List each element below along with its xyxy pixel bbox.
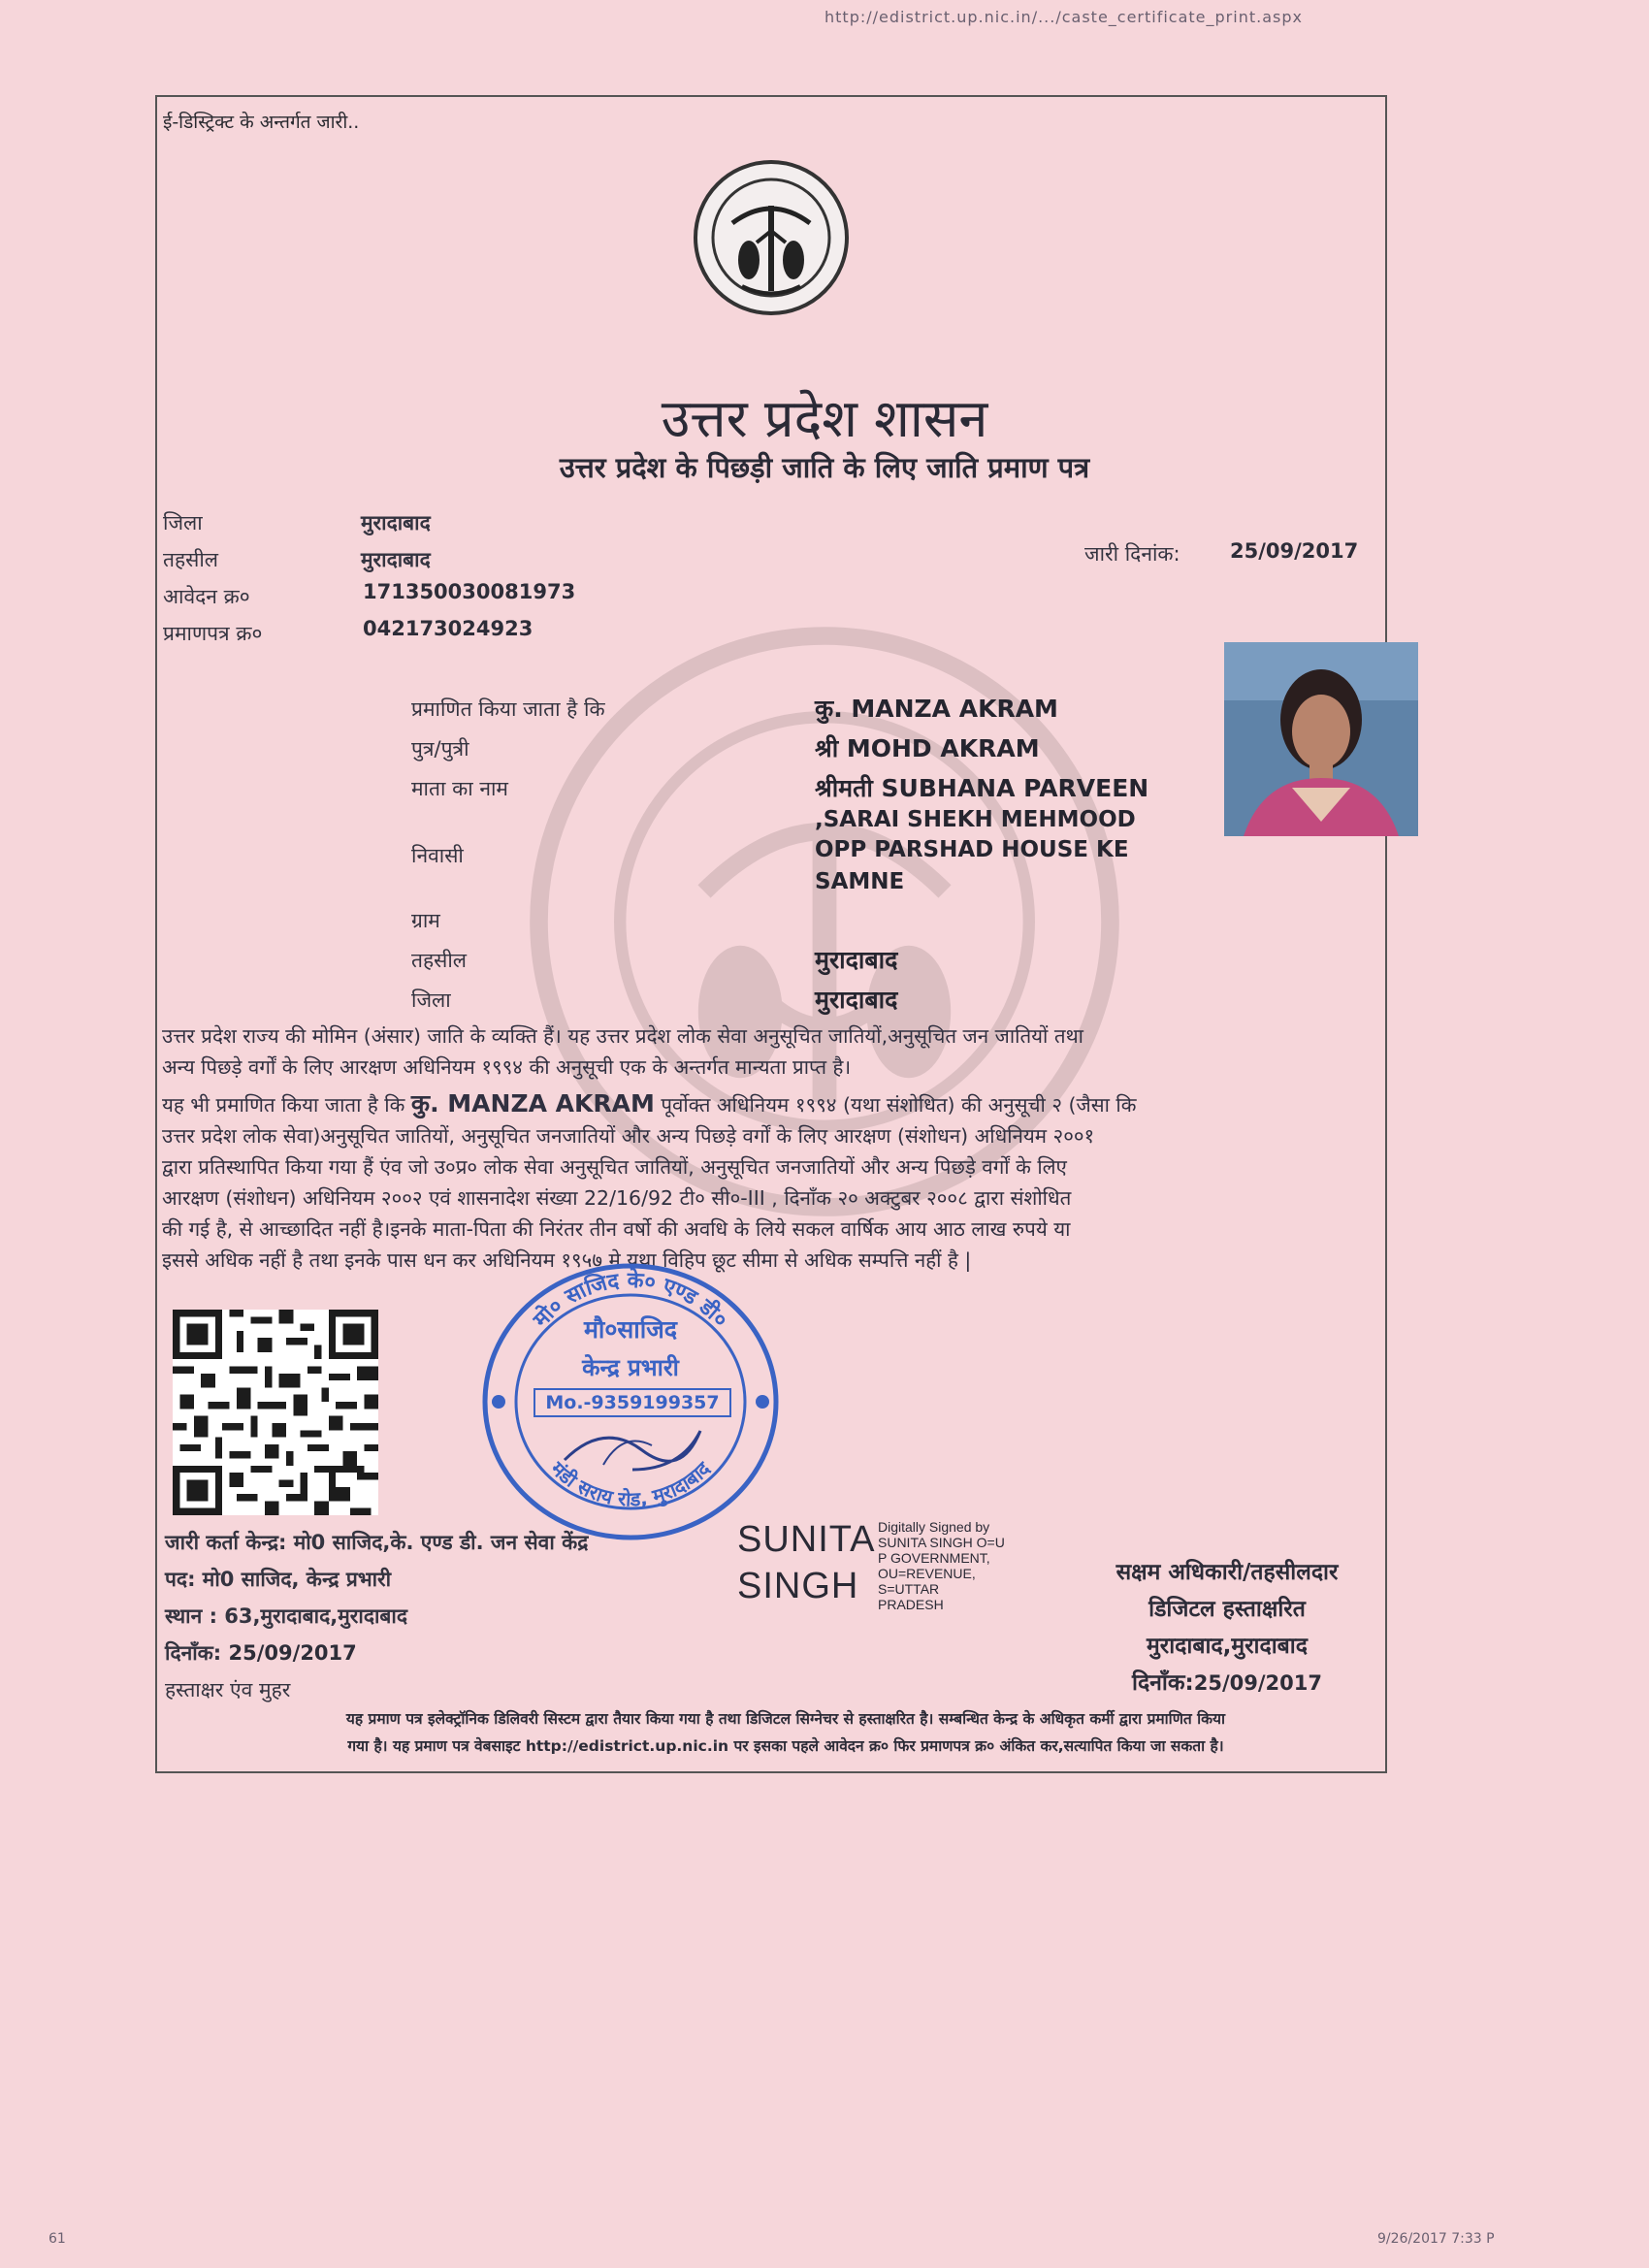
address-line-2: OPP PARSHAD HOUSE KE [815,837,1129,862]
up-government-emblem-icon [689,146,854,330]
digital-signature-name-2: SINGH [737,1566,859,1606]
issuer-place [165,1603,407,1630]
certificate-title: उत्तर प्रदेश शासन [661,388,988,449]
dsig-line: SUNITA SINGH O=U [878,1535,1005,1550]
authority-date [1067,1665,1387,1701]
body-paragraph-2 [162,1088,1399,1276]
stamp-name: मौ०साजिद [583,1315,678,1344]
person-tehsil-value: मुरादाबाद [815,946,898,974]
body-line: उत्तर प्रदेश लोक सेवा)अनुसूचित जातियों, अनुसूचित जनजातियों और अन्य पिछड़े वर्गों के लिए आरक्षण (संशोधन) अधिनियम २००१ [162,1124,1095,1148]
certificate-subtitle: उत्तर प्रदेश के पिछड़ी जाति के लिए जाति प्रमाण पत्र [559,451,1090,484]
district-value: मुरादाबाद [361,511,431,535]
body-paragraph-1 [162,1021,1399,1083]
scan-page-number: 61 [48,2231,66,2247]
certificate-no-value: 042173024923 [363,617,534,640]
stamp-role: केन्द्र प्रभारी [582,1354,679,1381]
issuer-place-value: 63,मुरादाबाद,मुरादाबाद [224,1604,407,1628]
body-line: आरक्षण (संशोधन) अधिनियम २००२ एवं शासनादेश संख्या 22/16/92 टी० सी०-III , दिनाँक २० अक्टुबर २००८ द्वारा संशोधित [162,1186,1072,1210]
applicant-photo [1224,642,1418,836]
certificate-no-label: प्रमाणपत्र क्र० [163,622,263,645]
issuer-center-value: मो0 साजिद,के. एण्ड डी. जन सेवा केंद्र [293,1531,589,1554]
issuer-sign-label: हस्ताक्षर एंव मुहर [165,1678,291,1701]
body-text: पूर्वोक्त अधिनियम १९९४ (यथा संशोधित) की अनुसूची २ (जैसा कि [661,1093,1137,1117]
authority-date-label: दिनाँक: [1132,1670,1194,1696]
issuer-post-label: पद: [165,1568,196,1591]
issue-date-label: जारी दिनांक: [1084,542,1180,566]
verification-qr-code [173,1310,378,1515]
application-no-value: 171350030081973 [363,580,576,603]
address-line-1: ,SARAI SHEKH MEHMOOD [815,807,1136,832]
issuer-post [165,1566,391,1593]
stamp-ring-bottom: मंडी सराय रोड, मुरादाबाद [546,1456,715,1511]
issuer-post-value: मो0 साजिद, केन्द्र प्रभारी [202,1568,392,1591]
issuer-center [165,1529,588,1556]
body-line: इससे अधिक नहीं है तथा इनके पास धन कर अधिनियम १९५७ मे यथा विहिप छूट सीमा से अधिक सम्पत्ति नहीं है | [162,1248,972,1272]
dsig-line: Digitally Signed by [878,1519,990,1535]
footer-line: यह प्रमाण पत्र इलेक्ट्रॉनिक डिलिवरी सिस्टम द्वारा तैयार किया गया है तथा डिजिटल सिग्नेचर से हस्ताक्षरित है। सम्बन्धित केन्द्र के अधिकृत कर्मी द्वारा प्रमाणित किया [345,1710,1226,1728]
scan-url-header: http://edistrict.up.nic.in/.../caste_certificate_print.aspx [824,8,1303,26]
person-tehsil-label: तहसील [411,949,467,972]
dsig-line: OU=REVENUE, [878,1566,976,1581]
body-line: अन्य पिछड़े वर्गों के लिए आरक्षण अधिनियम १९९४ की अनुसूची एक के अन्तर्गत मान्यता प्राप्त है। [162,1055,852,1079]
body-line: उत्तर प्रदेश राज्य की मोमिन (अंसार) जाति के व्यक्ति हैं। यह उत्तर प्रदेश लोक सेवा अनुसूचित जातियों,अनुसूचित जन जातियों तथा [162,1024,1083,1048]
authority-title: सक्षम अधिकारी/तहसीलदार [1116,1560,1339,1585]
application-no-label: आवेदन क्र० [163,585,250,608]
authority-block [1067,1554,1387,1701]
dsig-line: PRADESH [878,1597,944,1612]
issuer-rubber-stamp [458,1256,803,1547]
mother-label: माता का नाम [411,777,508,800]
issuer-date-label: दिनाँक: [165,1641,222,1665]
village-label: ग्राम [411,909,440,932]
tehsil-label: तहसील [163,548,218,571]
issuer-place-label: स्थान : [165,1604,217,1628]
district-label: जिला [163,511,203,535]
body-line: की गई है, से आच्छादित नहीं है।इनके माता-पिता की निरंतर तीन वर्षो की अवधि के लिये सकल वार्षिक आय आठ लाख रुपये या [162,1217,1071,1241]
stamp-ring-top: मो० साजिद के० एण्ड डी० [529,1268,732,1333]
resident-label: निवासी [411,844,464,867]
body-applicant-name: कु. MANZA AKRAM [410,1089,655,1118]
body-line: द्वारा प्रतिस्थापित किया गया हैं एंव जो उ०प्र० लोक सेवा अनुसूचित जातियों, अनुसूचित जनजातियों और अन्य पिछड़े वर्गों के लिए [162,1155,1067,1179]
authority-digital-signed: डिजिटल हस्ताक्षरित [1148,1597,1306,1622]
parent-label: पुत्र/पुत्री [411,737,469,761]
certificate-footer-note [155,1705,1416,1760]
svg-text:मंडी सराय रोड, मुरादाबाद [545,1456,715,1511]
issued-under-note: ई-डिस्ट्रिक्ट के अन्तर्गत जारी.. [163,112,360,133]
scan-timestamp: 9/26/2017 7:33 P [1377,2231,1495,2247]
body-line [162,1088,1399,1120]
person-district-value: मुरादाबाद [815,986,898,1014]
person-district-label: जिला [411,988,451,1012]
tehsil-value: मुरादाबाद [361,548,431,571]
digital-signature-details [878,1519,1005,1612]
authority-date-value: 25/09/2017 [1193,1671,1322,1695]
dsig-line: P GOVERNMENT, [878,1550,990,1566]
dsig-line: S=UTTAR [878,1581,940,1597]
footer-line: गया है। यह प्रमाण पत्र वेबसाइट http://edistrict.up.nic.in पर इसका पहले आवेदन क्र० फिर प्रमाणपत्र क्र० अंकित कर,सत्यापित किया जा सकता है। [347,1737,1224,1755]
digital-signature-name-1: SUNITA [737,1519,876,1560]
authority-location: मुरादाबाद,मुरादाबाद [1147,1634,1308,1659]
body-text: यह भी प्रमाणित किया जाता है कि [162,1093,405,1117]
applicant-name: कु. MANZA AKRAM [815,695,1058,723]
address-line-3: SAMNE [815,869,905,894]
issuer-date [165,1639,357,1667]
stamp-mobile: Mo.-9359199357 [534,1388,731,1417]
issue-date-value: 25/09/2017 [1230,539,1359,563]
father-name: श्री MOHD AKRAM [815,734,1040,762]
certified-label: प्रमाणित किया जाता है कि [411,697,605,721]
issuer-date-value: 25/09/2017 [228,1641,357,1665]
issuer-center-label: जारी कर्ता केन्द्र: [165,1531,287,1554]
mother-name: श्रीमती SUBHANA PARVEEN [815,774,1149,802]
